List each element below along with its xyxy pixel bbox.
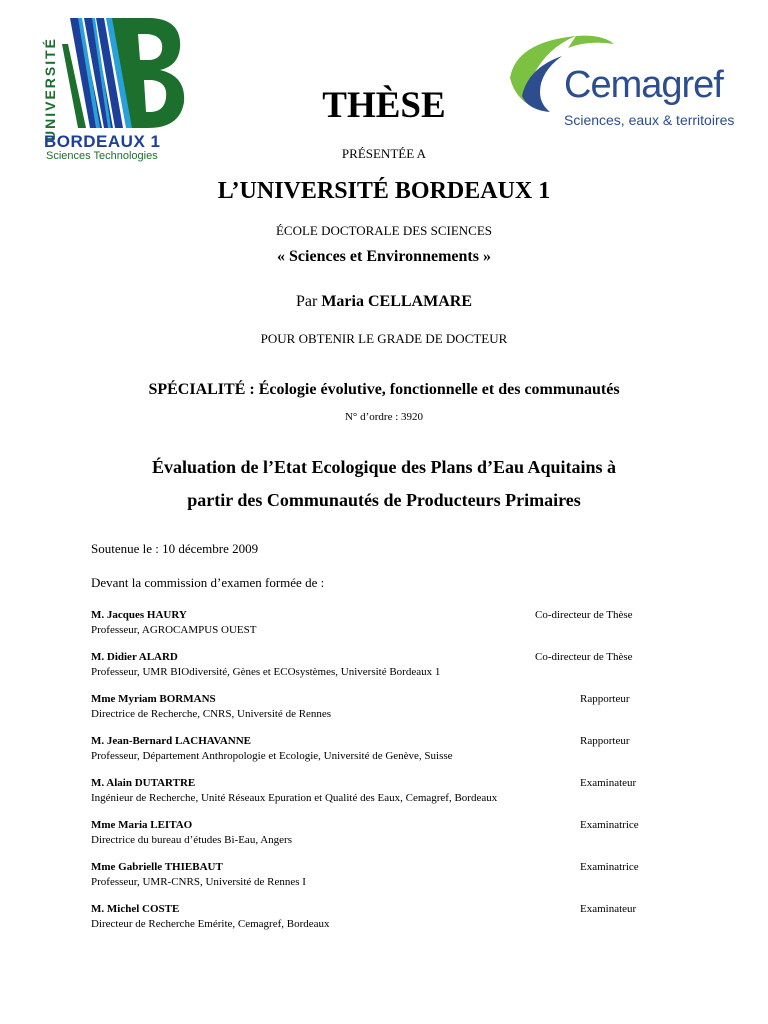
member-affiliation: Professeur, UMR BIOdiversité, Gènes et ECOsystèmes, Université Bordeaux 1 — [91, 666, 441, 678]
jury-member — [91, 861, 691, 893]
member-name: M. Alain DUTARTRE — [91, 777, 196, 789]
ub-vertical-text: UNIVERSITÉ — [42, 36, 58, 142]
member-name: M. Jacques HAURY — [91, 609, 187, 621]
jury-member — [91, 693, 691, 725]
member-role: Co-directeur de Thèse — [535, 651, 633, 663]
degree-line: POUR OBTENIR LE GRADE DE DOCTEUR — [260, 331, 508, 346]
author-prefix: Par — [296, 293, 322, 310]
jury-member — [91, 651, 691, 683]
member-role: Examinatrice — [580, 861, 639, 873]
member-role: Rapporteur — [580, 735, 630, 747]
order-number: N° d’ordre : 3920 — [344, 411, 424, 423]
member-affiliation: Professeur, Département Anthropologie et Ecologie, Université de Genève, Suisse — [91, 750, 453, 762]
author-line — [0, 293, 768, 311]
member-role: Co-directeur de Thèse — [535, 609, 633, 621]
member-name: Mme Maria LEITAO — [91, 819, 193, 831]
member-affiliation: Professeur, UMR-CNRS, Université de Rennes I — [91, 876, 306, 888]
member-affiliation: Professeur, AGROCAMPUS OUEST — [91, 624, 257, 636]
presented-label: PRÉSENTÉE A — [341, 146, 427, 161]
specialty-line: SPÉCIALITÉ : Écologie évolutive, fonctionnelle et des communautés — [148, 381, 620, 398]
thesis-title-line-1: Évaluation de l’Etat Ecologique des Plans d’Eau Aquitains à — [151, 457, 617, 477]
member-name: M. Didier ALARD — [91, 651, 178, 663]
member-affiliation: Ingénieur de Recherche, Unité Réseaux Epuration et Qualité des Eaux, Cemagref, Bordeaux — [91, 792, 498, 804]
member-role: Examinateur — [580, 903, 637, 915]
member-affiliation: Directrice du bureau d’études Bi-Eau, Angers — [91, 834, 292, 846]
commission-intro: Devant la commission d’examen formée de : — [91, 575, 325, 590]
member-affiliation: Directeur de Recherche Emérite, Cemagref, Bordeaux — [91, 918, 330, 930]
member-name: M. Jean-Bernard LACHAVANNE — [91, 735, 252, 747]
ub-subtitle: Sciences Technologies — [46, 150, 158, 162]
university-name: L’UNIVERSITÉ BORDEAUX 1 — [217, 178, 551, 204]
member-role: Examinateur — [580, 777, 637, 789]
ub-name: BORDEAUX 1 — [44, 132, 161, 151]
thesis-title-line-2: partir des Communautés de Producteurs Primaires — [187, 490, 581, 510]
jury-member — [91, 609, 691, 641]
member-role: Rapporteur — [580, 693, 630, 705]
jury-member — [91, 903, 691, 935]
jury-member — [91, 819, 691, 851]
member-name: M. Michel COSTE — [91, 903, 180, 915]
document-title: THÈSE — [322, 85, 446, 126]
cemagref-name: Cemagref — [564, 64, 723, 106]
member-name: Mme Gabrielle THIEBAUT — [91, 861, 223, 873]
author-name: Maria CELLAMARE — [321, 293, 472, 310]
jury-member — [91, 777, 691, 809]
defense-date: Soutenue le : 10 décembre 2009 — [91, 541, 259, 556]
jury-member — [91, 735, 691, 767]
member-role: Examinatrice — [580, 819, 639, 831]
member-name: Mme Myriam BORMANS — [91, 693, 216, 705]
doctoral-school: ÉCOLE DOCTORALE DES SCIENCES — [275, 223, 493, 238]
cemagref-subtitle: Sciences, eaux & territoires — [564, 112, 735, 128]
program-name: « Sciences et Environnements » — [277, 248, 491, 265]
member-affiliation: Directrice de Recherche, CNRS, Université de Rennes — [91, 708, 332, 720]
